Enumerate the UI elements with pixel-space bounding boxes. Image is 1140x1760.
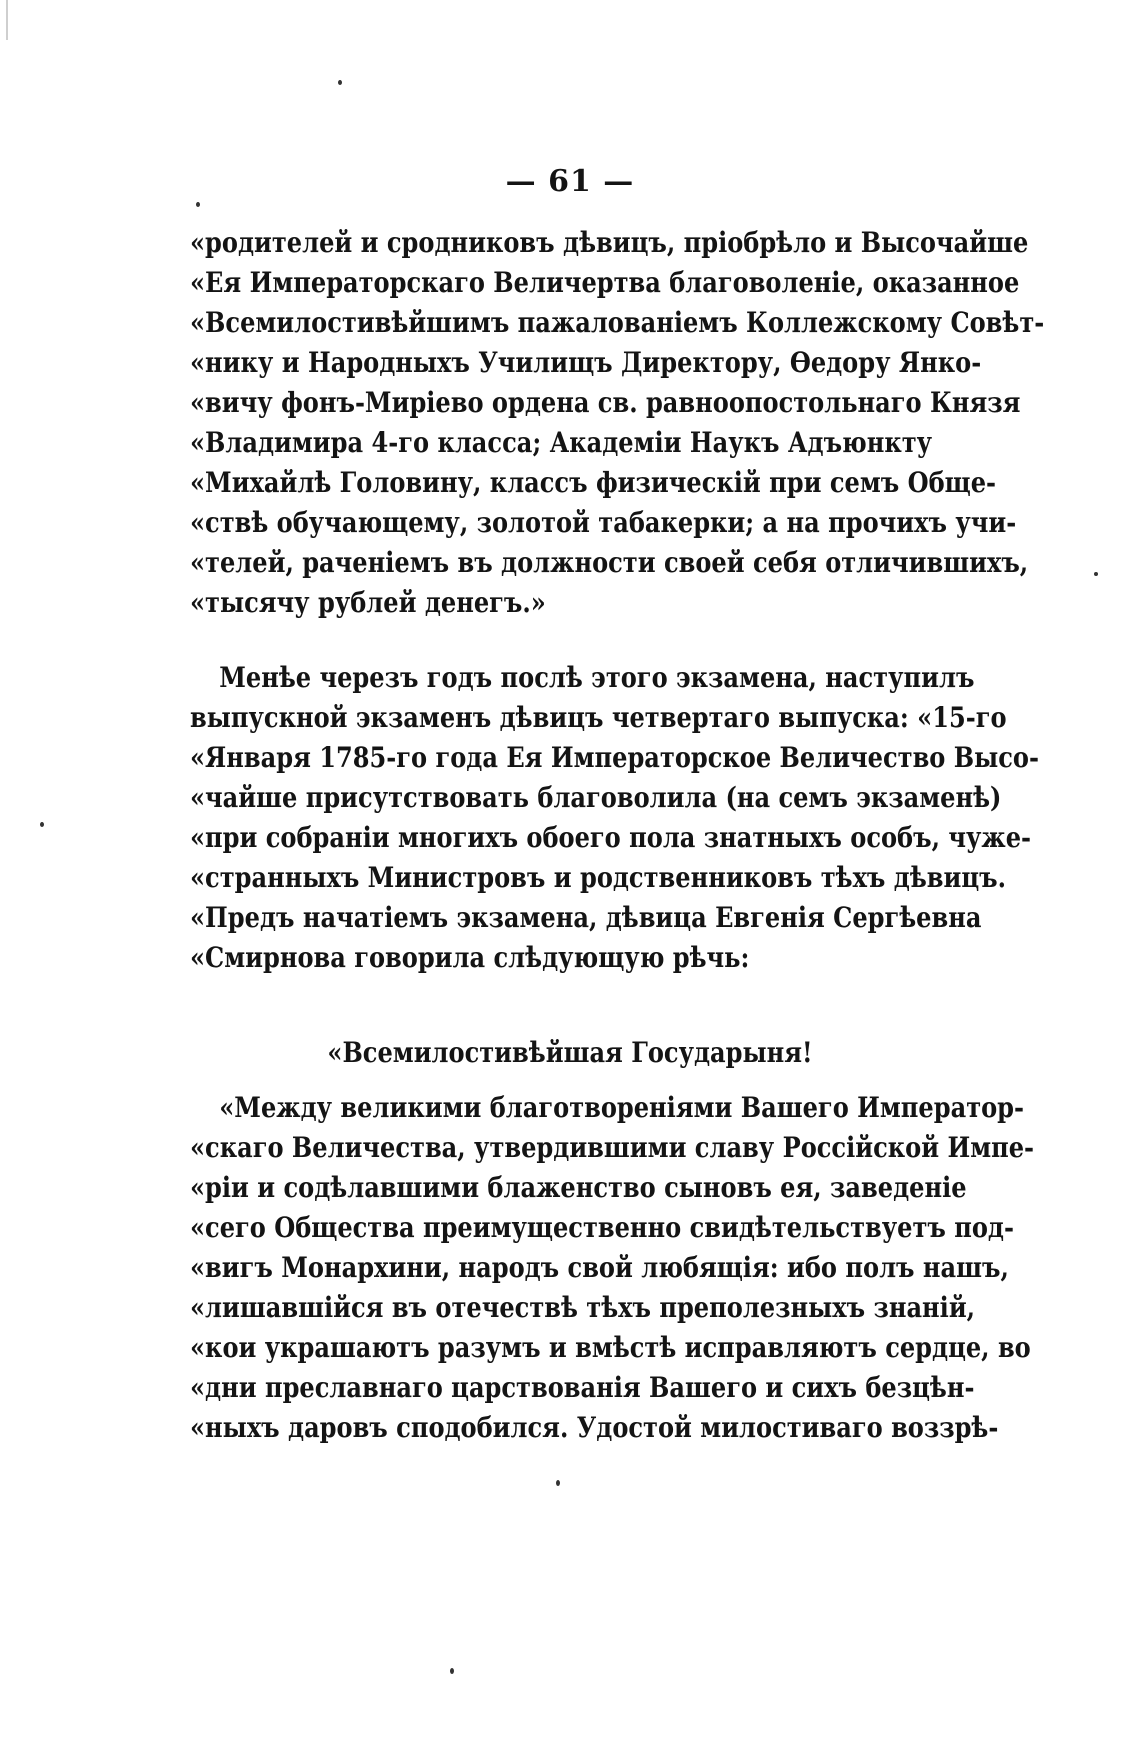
text-line: «странныхъ Министровъ и родственниковъ тѣхъ дѣвицъ. bbox=[190, 861, 1006, 894]
scan-edge-line bbox=[6, 0, 8, 40]
text-line: «нику и Народныхъ Училищъ Директору, Ѳедору Янко- bbox=[190, 346, 982, 379]
text-line: «ріи и содѣлавшими блаженство сыновъ ея, заведеніе bbox=[190, 1171, 967, 1204]
text-line: Менѣе черезъ годъ послѣ этого экзамена, наступилъ bbox=[219, 661, 975, 694]
text-line: «скаго Величества, утвердившими славу Россійской Импе- bbox=[190, 1131, 1035, 1164]
text-line: «кои украшаютъ разумъ и вмѣстѣ исправляютъ сердце, во bbox=[190, 1331, 1031, 1364]
text-line: выпускной экзаменъ дѣвицъ четвертаго выпуска: «15-го bbox=[190, 701, 1007, 734]
scan-speck bbox=[556, 1480, 560, 1486]
speech-paragraph bbox=[190, 1088, 1035, 1448]
text-line: «сего Общества преимущественно свидѣтельствуетъ под- bbox=[190, 1211, 1014, 1244]
text-line: «Ея Императорскаго Величертва благоволеніе, оказанное bbox=[190, 266, 1020, 299]
speech-salutation: «Всемилостивѣйшая Государыня! bbox=[327, 1036, 813, 1069]
text-line: «лишавшійся въ отечествѣ тѣхъ преполезныхъ знаній, bbox=[190, 1291, 976, 1324]
text-line: «Января 1785-го года Ея Императорское Величество Высо- bbox=[190, 741, 1039, 774]
scan-speck bbox=[450, 1668, 454, 1674]
text-line: «телей, раченіемъ въ должности своей себя отличившихъ, bbox=[190, 546, 1029, 579]
scan-speck bbox=[338, 80, 342, 85]
text-line: «Владимира 4-го класса; Академіи Наукъ Адъюнкту bbox=[190, 426, 933, 459]
text-line: «ныхъ даровъ сподобился. Удостой милостиваго воззрѣ- bbox=[190, 1411, 999, 1444]
text-line: «Смирнова говорила слѣдующую рѣчь: bbox=[190, 941, 750, 974]
text-line: «вичу фонъ-Миріево ордена св. равноопостольнаго Князя bbox=[190, 386, 1021, 419]
text-line: «Всемилостивѣйшимъ пажалованіемъ Коллежскому Совѣт- bbox=[190, 306, 1045, 339]
text-line: «родителей и сродниковъ дѣвицъ, пріобрѣло и Высочайше bbox=[190, 226, 1029, 259]
text-line: «при собраніи многихъ обоего пола знатныхъ особъ, чуже- bbox=[190, 821, 1032, 854]
text-line: «ствѣ обучающему, золотой табакерки; а на прочихъ учи- bbox=[190, 506, 1017, 539]
text-line: «чайше присутствовать благоволила (на семъ экзаменѣ) bbox=[190, 781, 1002, 814]
scan-speck bbox=[196, 202, 200, 207]
text-line: «вигъ Монархини, народъ свой любящія: ибо полъ нашъ, bbox=[190, 1251, 1009, 1284]
text-line: «дни преславнаго царствованія Вашего и сихъ безцѣн- bbox=[190, 1371, 975, 1404]
text-line: «Между великими благотвореніями Вашего Император- bbox=[219, 1091, 1025, 1124]
scan-speck bbox=[1094, 572, 1098, 576]
narrative-paragraph bbox=[190, 658, 1039, 978]
page-number: — 61 — bbox=[505, 164, 635, 199]
text-line: «Предъ начатіемъ экзамена, дѣвица Евгенія Сергѣевна bbox=[190, 901, 982, 934]
text-line: «тысячу рублей денегъ.» bbox=[190, 586, 546, 619]
text-line: «Михайлѣ Головину, классъ физическій при семъ Обще- bbox=[190, 466, 997, 499]
quote-paragraph-1 bbox=[190, 223, 1045, 623]
scan-speck bbox=[40, 822, 44, 827]
